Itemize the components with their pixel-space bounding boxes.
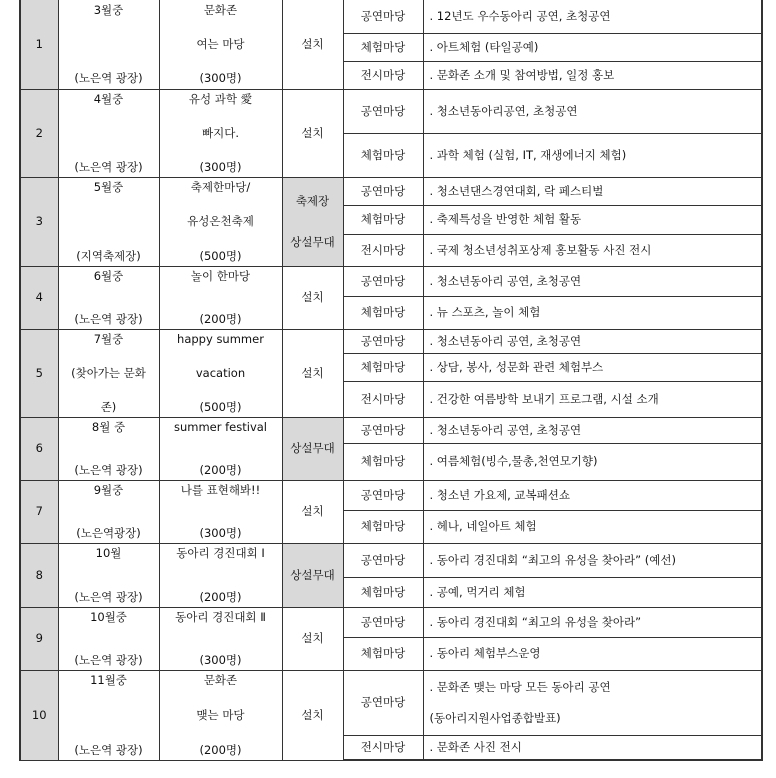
zone-label: 체험마당 <box>343 133 423 177</box>
zone-label: 체험마당 <box>343 296 423 329</box>
description-line: . 여름체험(빙수,물총,천연모기향) <box>429 454 598 469</box>
schedule-row <box>20 329 762 353</box>
event-venue-line: 설치 <box>301 504 324 519</box>
zone-label: 공연마당 <box>343 417 423 443</box>
event-venue-line: 설치 <box>301 707 324 722</box>
event-venue <box>282 480 343 543</box>
event-title-line: vacation <box>195 365 246 380</box>
zone-label: 공연마당 <box>343 0 423 33</box>
event-venue <box>282 0 343 89</box>
event-title-line: 나를 표현해봐!! <box>180 483 261 497</box>
schedule-row <box>20 266 762 296</box>
event-venue-line: 설치 <box>301 290 324 305</box>
zone-description <box>423 133 762 177</box>
description-line: . 동아리 경진대회 “최고의 유성을 찾아라” <box>429 614 642 629</box>
event-venue <box>282 607 343 670</box>
zone-description <box>423 577 762 607</box>
event-date-line: (노은역 광장) <box>74 652 143 667</box>
event-title-line: 유성 과학 愛 <box>188 92 253 106</box>
event-date-line: 9월중 <box>93 483 124 497</box>
zone-description <box>423 33 762 61</box>
zone-description <box>423 735 762 760</box>
zone-description <box>423 205 762 234</box>
event-title-line: (300명) <box>199 71 242 86</box>
zone-description <box>423 296 762 329</box>
description-line: . 문화존 사진 전시 <box>429 740 522 755</box>
zone-label: 공연마당 <box>343 607 423 637</box>
zone-description <box>423 670 762 735</box>
event-title <box>159 543 282 607</box>
event-title <box>159 329 282 417</box>
event-date-line: 7월중 <box>93 332 124 346</box>
event-title <box>159 480 282 543</box>
row-number: 3 <box>20 177 58 266</box>
event-date <box>58 543 159 607</box>
event-title-line: 동아리 경진대회 Ⅰ <box>176 546 265 560</box>
event-date-line: (노은역 광장) <box>74 159 143 174</box>
zone-label: 공연마당 <box>343 329 423 353</box>
event-date <box>58 89 159 177</box>
zone-description <box>423 417 762 443</box>
zone-label: 공연마당 <box>343 89 423 133</box>
zone-label: 공연마당 <box>343 480 423 510</box>
description-line: . 과학 체험 (실험, IT, 재생에너지 체험) <box>429 147 627 162</box>
event-date-line: (노은역 광장) <box>74 462 143 477</box>
zone-label: 체험마당 <box>343 33 423 61</box>
description-line: . 헤나, 네일아트 체험 <box>429 519 537 534</box>
event-title <box>159 89 282 177</box>
description-line: . 동아리 경진대회 “최고의 유성을 찾아라” (예선) <box>429 552 676 567</box>
row-number: 9 <box>20 607 58 670</box>
zone-description <box>423 234 762 266</box>
zone-label: 체험마당 <box>343 577 423 607</box>
event-title <box>159 266 282 329</box>
schedule-row <box>20 0 762 33</box>
description-line: . 축제특성을 반영한 체험 활동 <box>429 212 582 227</box>
event-date <box>58 480 159 543</box>
event-title-line: 문화존 <box>203 673 238 687</box>
event-title-line: (300명) <box>199 652 242 667</box>
event-title-line: (300명) <box>199 525 242 540</box>
event-title-line: summer festival <box>173 420 267 434</box>
zone-description <box>423 0 762 33</box>
event-venue-line: 상설무대 <box>290 235 335 250</box>
description-line: . 문화존 소개 및 참여방법, 일정 홍보 <box>429 67 615 82</box>
zone-label: 체험마당 <box>343 637 423 670</box>
zone-description <box>423 61 762 89</box>
zone-label: 공연마당 <box>343 266 423 296</box>
zone-description <box>423 353 762 381</box>
event-date-line: (찾아가는 문화 <box>71 365 146 380</box>
event-date <box>58 329 159 417</box>
schedule-table <box>19 0 763 761</box>
zone-label: 공연마당 <box>343 543 423 577</box>
event-title-line: (300명) <box>199 159 242 174</box>
zone-description <box>423 480 762 510</box>
row-number: 8 <box>20 543 58 607</box>
event-date <box>58 0 159 89</box>
description-line: . 청소년 가요제, 교복패션쇼 <box>429 487 570 502</box>
event-date-line: 6월중 <box>93 269 124 283</box>
description-line: . 상담, 봉사, 성문화 관련 체험부스 <box>429 359 604 374</box>
row-number: 5 <box>20 329 58 417</box>
event-date-line: (노은역 광장) <box>74 311 143 326</box>
event-venue-line: 상설무대 <box>290 441 335 456</box>
event-venue <box>282 670 343 760</box>
zone-label: 체험마당 <box>343 353 423 381</box>
schedule-row <box>20 480 762 510</box>
description-line: (동아리지원사업종합발표) <box>429 711 561 726</box>
event-date <box>58 417 159 480</box>
event-venue-line: 설치 <box>301 631 324 646</box>
zone-description <box>423 381 762 417</box>
event-date <box>58 266 159 329</box>
row-number: 7 <box>20 480 58 543</box>
event-date-line: 10월 <box>95 546 122 560</box>
event-date-line: (지역축제장) <box>76 248 141 263</box>
zone-description <box>423 637 762 670</box>
row-number: 4 <box>20 266 58 329</box>
schedule-row <box>20 670 762 735</box>
event-venue <box>282 266 343 329</box>
event-venue-line: 설치 <box>301 125 324 140</box>
event-title-line: 문화존 <box>203 2 238 17</box>
event-venue-line: 설치 <box>301 365 324 380</box>
event-date-line: 10월중 <box>90 610 127 624</box>
event-title-line: (200명) <box>199 742 242 757</box>
zone-description <box>423 543 762 577</box>
schedule-row <box>20 177 762 205</box>
description-line: . 국제 청소년성취포상제 홍보활동 사진 전시 <box>429 242 652 257</box>
event-title-line: 빠지다. <box>202 125 239 140</box>
event-venue-line: 상설무대 <box>290 567 335 582</box>
schedule-row <box>20 89 762 133</box>
event-title-line: 여는 마당 <box>196 37 245 52</box>
event-date <box>58 607 159 670</box>
zone-description <box>423 266 762 296</box>
event-venue <box>282 417 343 480</box>
schedule-body <box>20 0 762 760</box>
description-line: . 청소년동아리 공연, 초청공연 <box>429 422 582 437</box>
zone-label: 전시마당 <box>343 61 423 89</box>
row-number: 6 <box>20 417 58 480</box>
event-title-line: 동아리 경진대회 Ⅱ <box>175 610 266 624</box>
schedule-row <box>20 543 762 577</box>
event-title-line: 유성온천축제 <box>187 214 254 229</box>
event-venue-line: 설치 <box>301 37 324 52</box>
event-venue-line: 축제장 <box>295 193 330 208</box>
zone-label: 공연마당 <box>343 177 423 205</box>
event-date-line: 8월 중 <box>91 420 126 434</box>
event-venue <box>282 329 343 417</box>
zone-description <box>423 510 762 543</box>
description-line: . 12년도 우수동아리 공연, 초청공연 <box>429 9 611 24</box>
event-date-line: (노은역 광장) <box>74 71 143 86</box>
zone-label: 체험마당 <box>343 510 423 543</box>
row-number: 2 <box>20 89 58 177</box>
event-date <box>58 670 159 760</box>
description-line: . 문화존 맺는 마당 모든 동아리 공연 <box>429 679 611 694</box>
event-title <box>159 607 282 670</box>
event-date <box>58 177 159 266</box>
event-title-line: (200명) <box>199 311 242 326</box>
event-title-line: 놀이 한마당 <box>190 269 251 283</box>
event-title-line: (200명) <box>199 462 242 477</box>
zone-description <box>423 329 762 353</box>
event-title <box>159 417 282 480</box>
event-date-line: (노은역 광장) <box>74 589 143 604</box>
description-line: . 청소년동아리 공연, 초청공연 <box>429 333 582 348</box>
description-line: . 청소년동아리 공연, 초청공연 <box>429 273 582 288</box>
event-date-line: (노은역광장) <box>76 525 141 540</box>
zone-description <box>423 177 762 205</box>
event-title <box>159 670 282 760</box>
zone-label: 전시마당 <box>343 234 423 266</box>
event-date-line: 3월중 <box>93 2 124 17</box>
event-title-line: (500명) <box>199 399 242 414</box>
zone-description <box>423 443 762 480</box>
zone-label: 전시마당 <box>343 381 423 417</box>
schedule-row <box>20 607 762 637</box>
zone-description <box>423 89 762 133</box>
description-line: . 동아리 체험부스운영 <box>429 646 541 661</box>
description-line: . 뉴 스포츠, 놀이 체험 <box>429 305 541 320</box>
event-date-line: 4월중 <box>93 92 124 106</box>
event-title-line: (200명) <box>199 589 242 604</box>
event-date-line: 존) <box>100 399 117 414</box>
event-title-line: happy summer <box>177 332 264 346</box>
event-title-line: (500명) <box>199 248 242 263</box>
description-line: . 아트체험 (타일공예) <box>429 39 539 54</box>
event-title-line: 축제한마당/ <box>190 180 251 194</box>
zone-description <box>423 607 762 637</box>
row-number: 10 <box>20 670 58 760</box>
event-venue <box>282 543 343 607</box>
event-date-line: (노은역 광장) <box>74 742 143 757</box>
zone-label: 공연마당 <box>343 670 423 735</box>
event-venue <box>282 177 343 266</box>
description-line: . 건강한 여름방학 보내기 프로그램, 시설 소개 <box>429 391 659 406</box>
zone-label: 전시마당 <box>343 735 423 760</box>
description-line: . 청소년댄스경연대회, 락 페스티벌 <box>429 183 604 198</box>
event-venue <box>282 89 343 177</box>
event-title <box>159 177 282 266</box>
event-date-line: 5월중 <box>93 180 124 194</box>
row-number: 1 <box>20 0 58 89</box>
event-date-line: 11월중 <box>90 673 127 687</box>
description-line: . 청소년동아리공연, 초청공연 <box>429 103 578 118</box>
description-line: . 공예, 먹거리 체험 <box>429 584 526 599</box>
event-title <box>159 0 282 89</box>
schedule-row <box>20 417 762 443</box>
event-title-line: 맺는 마당 <box>196 707 245 722</box>
zone-label: 체험마당 <box>343 205 423 234</box>
zone-label: 체험마당 <box>343 443 423 480</box>
